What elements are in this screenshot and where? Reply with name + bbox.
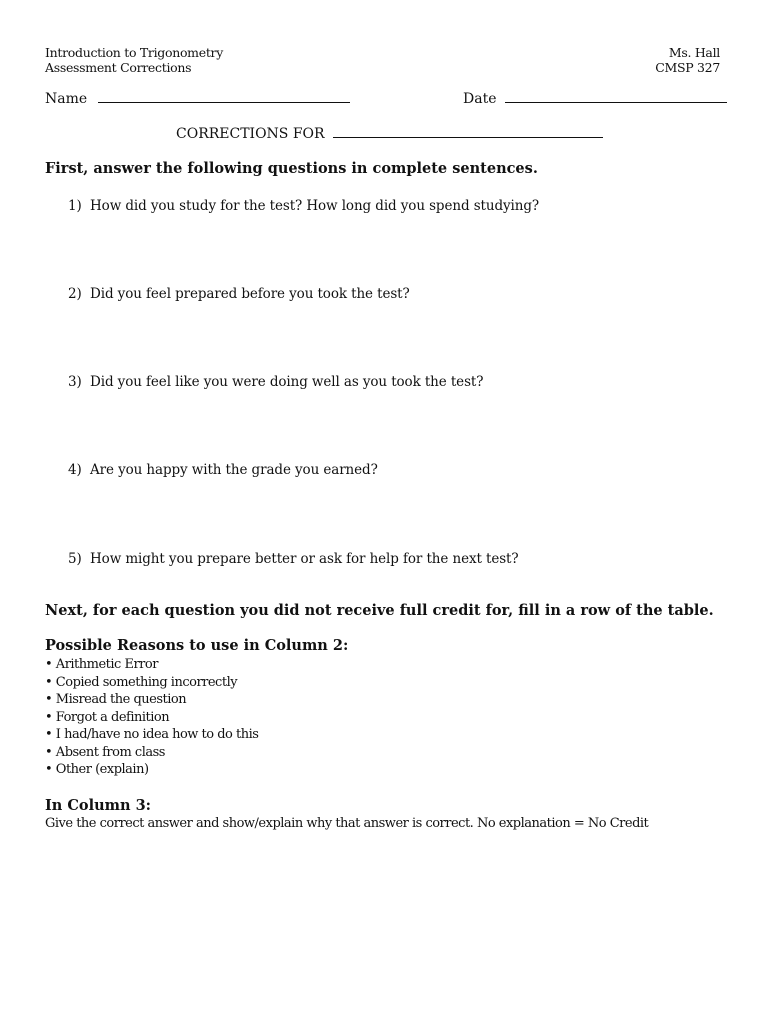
next-instructions: Next, for each question you did not receive full credit for, fill in a row of the table. (45, 602, 714, 619)
document-subtitle: Assessment Corrections (45, 60, 192, 75)
first-instructions: First, answer the following questions in complete sentences. (45, 160, 538, 177)
room-number: CMSP 327 (655, 60, 720, 75)
question-5 (68, 550, 519, 568)
list-item: • Forgot a definition (45, 709, 170, 725)
question-number: 5) (68, 551, 82, 567)
question-text: How might you prepare better or ask for help for the next test? (90, 551, 519, 567)
question-text: How did you study for the test? How long did you spend studying? (90, 198, 540, 214)
name-blank-line[interactable] (98, 90, 350, 103)
list-item: • Arithmetic Error (45, 657, 158, 672)
course-title: Introduction to Trigonometry (45, 45, 223, 60)
corrections-for-field[interactable] (176, 125, 603, 143)
date-label: Date (463, 91, 497, 107)
column3-heading: In Column 3: (45, 797, 152, 814)
name-field[interactable] (45, 90, 350, 108)
date-blank-line[interactable] (505, 90, 727, 103)
header-right (655, 45, 720, 75)
reasons-heading: Possible Reasons to use in Column 2: (45, 637, 349, 654)
question-text: Did you feel like you were doing well as you took the test? (90, 374, 484, 390)
reasons-list (45, 656, 258, 779)
corrections-label: CORRECTIONS FOR (176, 126, 325, 142)
list-item: • Misread the question (45, 692, 187, 707)
question-number: 1) (68, 198, 82, 214)
question-number: 2) (68, 286, 82, 302)
question-4 (68, 461, 378, 479)
teacher-name: Ms. Hall (668, 45, 720, 60)
name-label: Name (45, 91, 88, 107)
list-item: • Absent from class (45, 744, 165, 760)
question-number: 4) (68, 462, 82, 478)
list-item: • Other (explain) (45, 762, 149, 777)
date-field[interactable] (463, 90, 727, 108)
question-3 (68, 373, 483, 391)
corrections-blank-line[interactable] (333, 125, 603, 138)
question-number: 3) (68, 374, 82, 390)
list-item: • Copied something incorrectly (45, 674, 238, 690)
question-text: Did you feel prepared before you took the test? (90, 286, 410, 302)
question-2 (68, 285, 410, 303)
question-1 (68, 197, 539, 215)
column3-instructions: Give the correct answer and show/explain why that answer is correct. No explanation = No Credit (45, 816, 649, 831)
header-left (45, 45, 223, 75)
question-text: Are you happy with the grade you earned? (90, 462, 378, 478)
list-item: • I had/have no idea how to do this (45, 727, 259, 742)
